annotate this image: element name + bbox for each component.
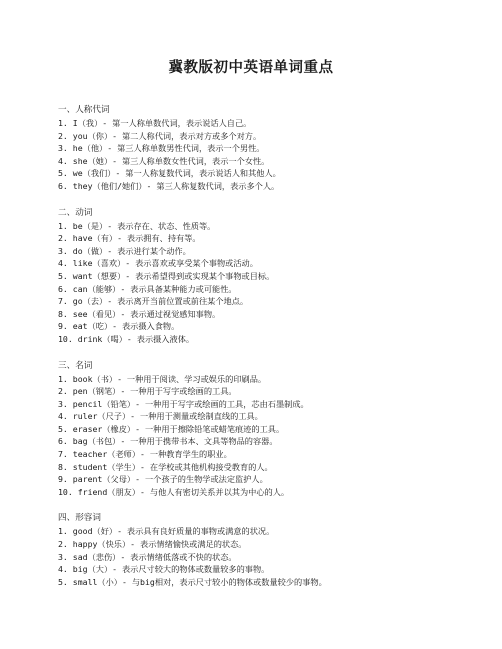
list-item: 2. happy（快乐）- 表示情绪愉快或满足的状态。 — [58, 539, 247, 550]
list-item: 2. pen（钢笔）- 一种用于写字或绘画的工具。 — [58, 386, 237, 397]
list-item: 7. go（去）- 表示离开当前位置或前往某个地点。 — [58, 296, 249, 307]
section-heading: 三、名词 — [58, 360, 93, 371]
list-item: 5. want（想要）- 表示希望得到或实现某个事物或目标。 — [58, 270, 275, 281]
list-item: 2. you（你）- 第二人称代词，表示对方或多个对方。 — [58, 130, 262, 141]
list-item: 8. see（看见）- 表示通过视觉感知事物。 — [58, 308, 221, 319]
list-item: 6. can（能够）- 表示具备某种能力或可能性。 — [58, 283, 237, 294]
list-item: 3. he（他）- 第三人称单数男性代词，表示一个男性。 — [58, 143, 265, 154]
list-item: 1. book（书）- 一种用于阅读、学习或娱乐的印刷品。 — [58, 373, 267, 384]
list-item: 2. have（有）- 表示拥有、持有等。 — [58, 233, 201, 244]
list-item: 3. sad（悲伤）- 表示情绪低落或不快的状态。 — [58, 551, 237, 562]
document-body — [58, 104, 488, 588]
section-heading: 四、形容词 — [58, 513, 101, 524]
section-heading: 一、人称代词 — [58, 105, 110, 115]
list-item: 5. we（我们）- 第一人称复数代词，表示说话人和其他人。 — [58, 168, 281, 179]
list-item: 7. teacher（老师）- 一种教育学生的职业。 — [58, 449, 232, 460]
list-item: 4. big（大）- 表示尺寸较大的物体或数量较多的事物。 — [58, 564, 270, 575]
list-item: 5. small（小）- 与big相对，表示尺寸较小的物体或数量较少的事物。 — [58, 576, 327, 587]
list-item: 6. they（他们/她们）- 第三人称复数代词，表示多个人。 — [58, 180, 280, 191]
list-item: 4. ruler（尺子）- 一种用于测量或绘制直线的工具。 — [58, 411, 263, 422]
list-item: 3. do（做）- 表示进行某个动作。 — [58, 245, 191, 256]
list-item: 10. friend（朋友）- 与他人有密切关系并以其为中心的人。 — [58, 486, 290, 497]
list-item: 6. bag（书包）- 一种用于携带书本、文具等物品的容器。 — [58, 436, 278, 447]
section-nouns — [58, 360, 488, 499]
list-item: 9. parent（父母）- 一个孩子的生物学或法定监护人。 — [58, 474, 268, 485]
list-item: 10. drink（喝）- 表示摄入液体。 — [58, 333, 195, 344]
section-verbs — [58, 207, 488, 346]
list-item: 5. eraser（橡皮）- 一种用于擦除铅笔或蜡笔痕迹的工具。 — [58, 423, 285, 434]
list-item: 4. she（她）- 第三人称单数女性代词，表示一个女性。 — [58, 155, 270, 166]
list-item: 4. like（喜欢）- 表示喜欢或享受某个事物或活动。 — [58, 258, 258, 269]
section-personal-pronouns — [58, 104, 488, 193]
list-item: 1. be（是）- 表示存在、状态、性质等。 — [58, 220, 216, 231]
section-adjectives — [58, 512, 488, 588]
document-title: 冀教版初中英语单词重点 — [168, 59, 334, 76]
section-heading: 二、动词 — [58, 207, 93, 218]
list-item: 9. eat（吃）- 表示摄入食物。 — [58, 321, 180, 332]
list-item: 1. good（好）- 表示具有良好质量的事物或满意的状况。 — [58, 526, 275, 537]
list-item: 8. student（学生）- 在学校或其他机构接受教育的人。 — [58, 461, 273, 472]
list-item: 3. pencil（铅笔）- 一种用于写字或绘画的工具，芯由石墨制成。 — [58, 398, 309, 409]
list-item: 1. I（我）- 第一人称单数代词，表示说话人自己。 — [58, 118, 252, 128]
